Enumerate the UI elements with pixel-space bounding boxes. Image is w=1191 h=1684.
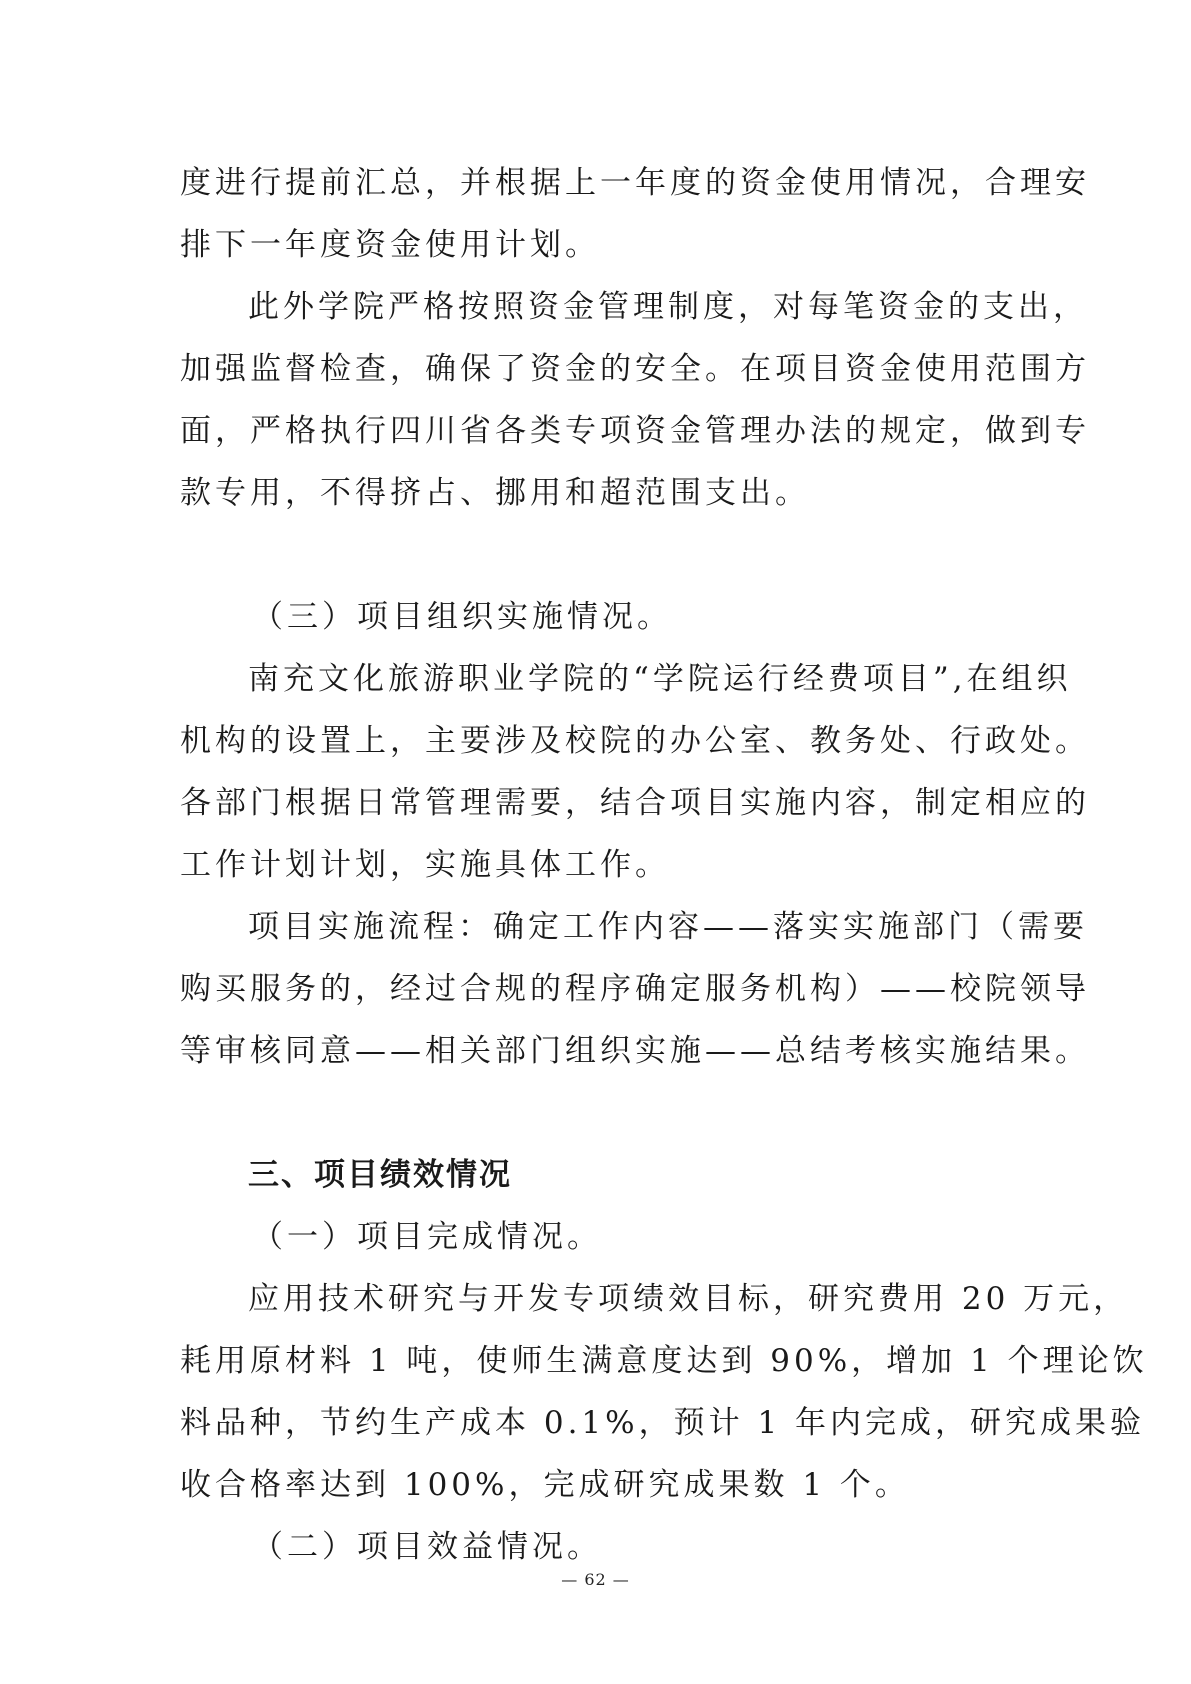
document-body (180, 152, 1148, 1578)
paragraph-line: 耗用原材料 1 吨，使师生满意度达到 90%，增加 1 个理论饮 (180, 1343, 1148, 1379)
paragraph-line: 面，严格执行四川省各类专项资金管理办法的规定，做到专 (180, 413, 1090, 449)
subsection-title: （二）项目效益情况。 (252, 1529, 602, 1565)
paragraph-line: 加强监督检查，确保了资金的安全。在项目资金使用范围方 (180, 351, 1090, 387)
page-number: — 62 — (561, 1570, 630, 1589)
paragraph-line: 收合格率达到 100%，完成研究成果数 1 个。 (180, 1467, 910, 1503)
paragraph-line: 机构的设置上，主要涉及校院的办公室、教务处、行政处。 (180, 723, 1090, 759)
paragraph-line: 料品种，节约生产成本 0.1%，预计 1 年内完成，研究成果验 (180, 1405, 1146, 1441)
paragraph-line: 各部门根据日常管理需要，结合项目实施内容，制定相应的 (180, 785, 1090, 821)
paragraph-line: 等审核同意——相关部门组织实施——总结考核实施结果。 (180, 1033, 1090, 1069)
subsection-title: （三）项目组织实施情况。 (252, 599, 672, 635)
paragraph-line: 南充文化旅游职业学院的“学院运行经费项目”,在组织 (248, 661, 1072, 697)
paragraph-line: 款专用，不得挤占、挪用和超范围支出。 (180, 475, 810, 511)
paragraph-line: 工作计划计划，实施具体工作。 (180, 847, 670, 883)
spacer (180, 524, 1018, 586)
section-heading: 三、项目绩效情况 (248, 1157, 512, 1193)
paragraph-line: 购买服务的，经过合规的程序确定服务机构）——校院领导 (180, 971, 1090, 1007)
paragraph-line: 排下一年度资金使用计划。 (180, 227, 600, 263)
paragraph-line: 此外学院严格按照资金管理制度，对每笔资金的支出， (248, 289, 1088, 325)
paragraph-line: 应用技术研究与开发专项绩效目标，研究费用 20 万元， (248, 1281, 1129, 1317)
paragraph-line: 度进行提前汇总，并根据上一年度的资金使用情况，合理安 (180, 165, 1090, 201)
spacer (180, 1082, 1018, 1144)
paragraph-line: 项目实施流程：确定工作内容——落实实施部门（需要 (248, 909, 1088, 945)
subsection-title: （一）项目完成情况。 (252, 1219, 602, 1255)
